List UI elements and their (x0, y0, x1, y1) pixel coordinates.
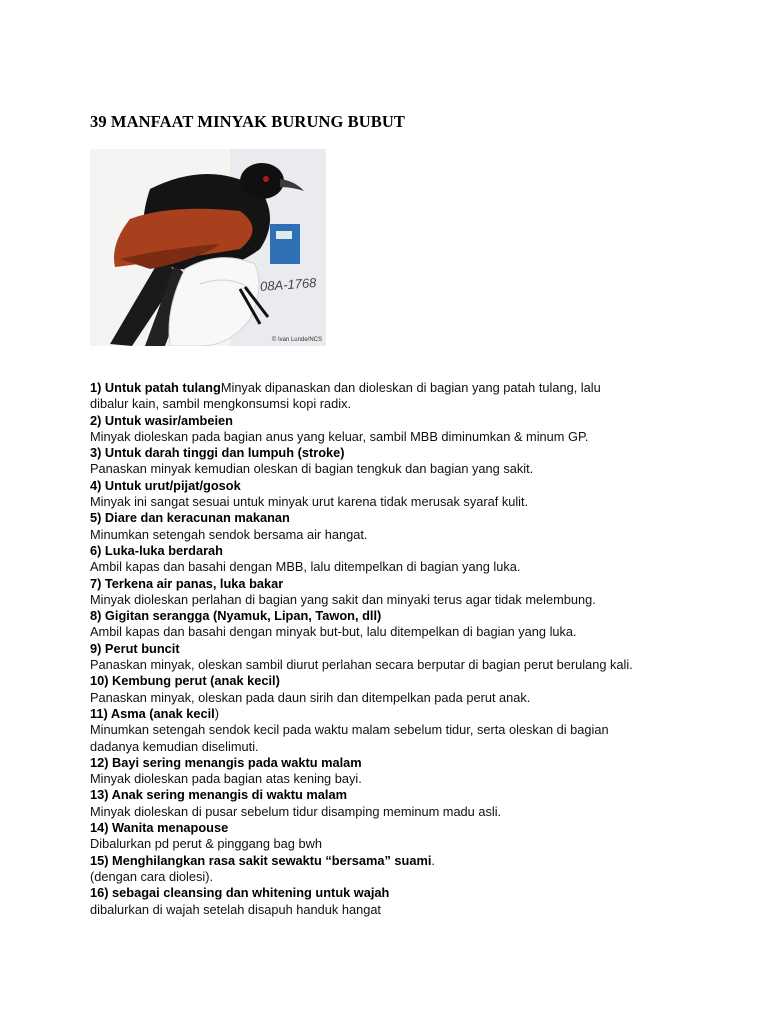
item-text: Minumkan setengah sendok bersama air hangat. (90, 526, 368, 542)
item-heading: 14) Wanita menapouse (90, 820, 229, 836)
item-text: dibalurkan di wajah setelah disapuh handuk hangat (90, 901, 381, 917)
item-text: Minyak dioleskan di pusar sebelum tidur disamping meminum madu asli. (90, 803, 502, 819)
item-text: Minyak dioleskan pada bagian anus yang keluar, sambil MBB diminumkan & minum GP. (90, 428, 589, 444)
item-heading-tail: ) (214, 705, 219, 721)
item-heading: 5) Diare dan keracunan makanan (90, 510, 290, 526)
item-text: (dengan cara diolesi). (90, 868, 214, 884)
item-text: Ambil kapas dan basahi dengan MBB, lalu ditempelkan di bagian yang luka. (90, 559, 521, 575)
item-heading: 4) Untuk urut/pijat/gosok (90, 477, 241, 493)
item-heading: 1) Untuk patah tulang (90, 380, 221, 395)
item-text: Minyak dipanaskan dan dioleskan di bagian yang patah tulang, lalu (220, 380, 601, 395)
item-heading: 2) Untuk wasir/ambeien (90, 412, 233, 428)
item-heading: 8) Gigitan serangga (Nyamuk, Lipan, Tawon, dll) (90, 608, 382, 624)
item-text: Minumkan setengah sendok kecil pada waktu malam sebelum tidur, serta oleskan di bagian (90, 722, 609, 738)
item-text: Minyak dioleskan perlahan di bagian yang sakit dan minyaki terus agar tidak melembung. (90, 591, 596, 607)
item-heading: 12) Bayi sering menangis pada waktu malam (90, 754, 362, 770)
item-text: Minyak dioleskan pada bagian atas kening bayi. (90, 771, 362, 787)
bird-illustration (90, 149, 326, 346)
item-heading: 10) Kembung perut (anak kecil) (90, 673, 280, 689)
item-text: dadanya kemudian diselimuti. (90, 738, 259, 754)
item-heading: 6) Luka-luka berdarah (90, 542, 223, 558)
item-text: Ambil kapas dan basahi dengan minyak but-but, lalu ditempelkan di bagian yang luka. (90, 624, 577, 640)
item-text: Dibalurkan pd perut & pinggang bag bwh (90, 836, 322, 852)
item-text: Panaskan minyak, oleskan sambil diurut perlahan secara berputar di bagian perut berulang kali. (90, 657, 633, 673)
list-item (90, 706, 700, 722)
list-item (90, 380, 700, 396)
item-text: Panaskan minyak kemudian oleskan di bagian tengkuk dan bagian yang sakit. (90, 461, 534, 477)
photo-credit: © Ivan Lunde/NCS (271, 337, 322, 343)
item-text: Minyak ini sangat sesuai untuk minyak urut karena tidak merusak syaraf kulit. (90, 494, 529, 510)
item-text: dibalur kain, sambil mengkonsumsi kopi radix. (90, 396, 352, 412)
benefit-list (90, 380, 700, 918)
item-text: Panaskan minyak, oleskan pada daun sirih dan ditempelkan pada perut anak. (90, 689, 531, 705)
item-heading: 11) Asma (anak kecil (90, 705, 215, 721)
item-heading: 13) Anak sering menangis di waktu malam (90, 787, 347, 803)
item-heading: 16) sebagai cleansing dan whitening untuk wajah (90, 885, 390, 901)
page-title: 39 MANFAAT MINYAK BURUNG BUBUT (90, 112, 405, 131)
item-heading: 3) Untuk darah tinggi dan lumpuh (stroke) (90, 445, 345, 461)
specimen-tag: 08A-1768 (259, 275, 317, 294)
item-heading-tail: . (431, 852, 435, 868)
bird-photo (90, 149, 326, 346)
item-heading: 15) Menghilangkan rasa sakit sewaktu “bersama” suami (90, 852, 432, 868)
list-item (90, 853, 700, 869)
item-heading: 9) Perut buncit (90, 640, 180, 656)
item-heading: 7) Terkena air panas, luka bakar (90, 575, 284, 591)
